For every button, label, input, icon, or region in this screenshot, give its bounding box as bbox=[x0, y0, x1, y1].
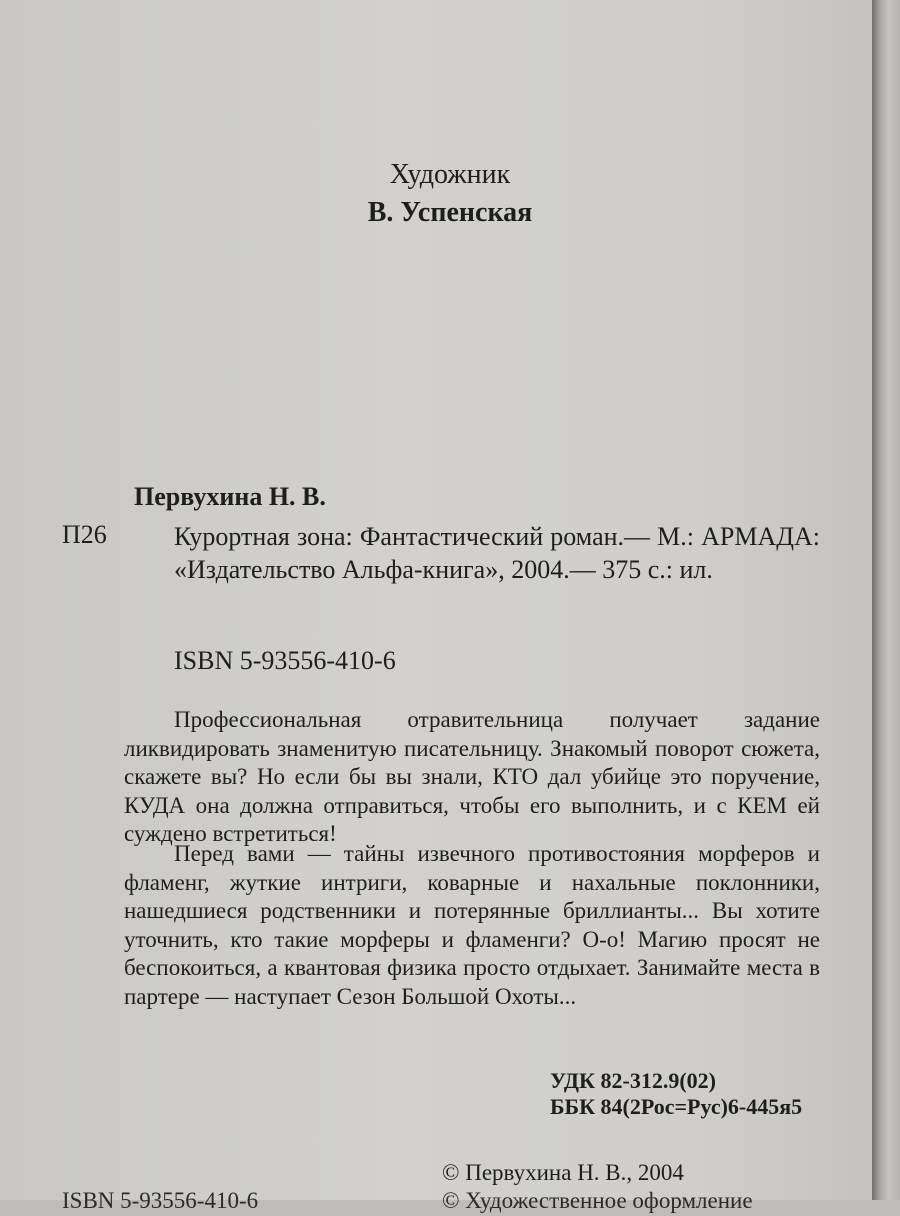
bbk-code: ББК 84(2Рос=Рус)6-445я5 bbox=[550, 1094, 803, 1119]
copyright-author: © Первухина Н. В., 2004 bbox=[442, 1160, 684, 1185]
annotation-paragraph-1: Профессиональная отравительница получает задание ликвидировать знаменитую писательницу. Знакомый поворот сюжета, скажете вы? Но если бы вы знали, КТО дал убийце это поручение, КУДА она должна отправиться, чтобы его выполнить, и с КЕМ ей суждено встретиться! bbox=[124, 707, 820, 846]
author-name: Первухина Н. В. bbox=[134, 482, 326, 511]
annotation-paragraph-2: Перед вами — тайны извечного противостояния морферов и фламенг, жуткие интриги, коварные и нахальные поклонники, нашедшиеся родственники и потерянные бриллианты... Вы хотите уточнить, кто такие морферы и фламенги? О-о! Магию просят не беспокоиться, а квантовая физика просто отдыхает. Занимайте места в партере — наступает Сезон Большой Охоты... bbox=[124, 841, 820, 1009]
page-edge bbox=[872, 0, 900, 1200]
bibliographic-description: Курортная зона: Фантастический роман.— М.: АРМАДА: «Издательство Альфа-книга», 2004.— 375 с.: ил. bbox=[174, 522, 820, 584]
artist-name: В. Успенская bbox=[367, 197, 533, 228]
udk-code: УДК 82-312.9(02) bbox=[550, 1068, 716, 1093]
copyright-design: © Художественное оформление bbox=[442, 1188, 753, 1213]
catalog-code: П26 bbox=[62, 520, 107, 549]
isbn-bottom: ISBN 5-93556-410-6 bbox=[62, 1188, 259, 1213]
isbn: ISBN 5-93556-410-6 bbox=[174, 646, 396, 675]
artist-label: Художник bbox=[389, 159, 511, 190]
